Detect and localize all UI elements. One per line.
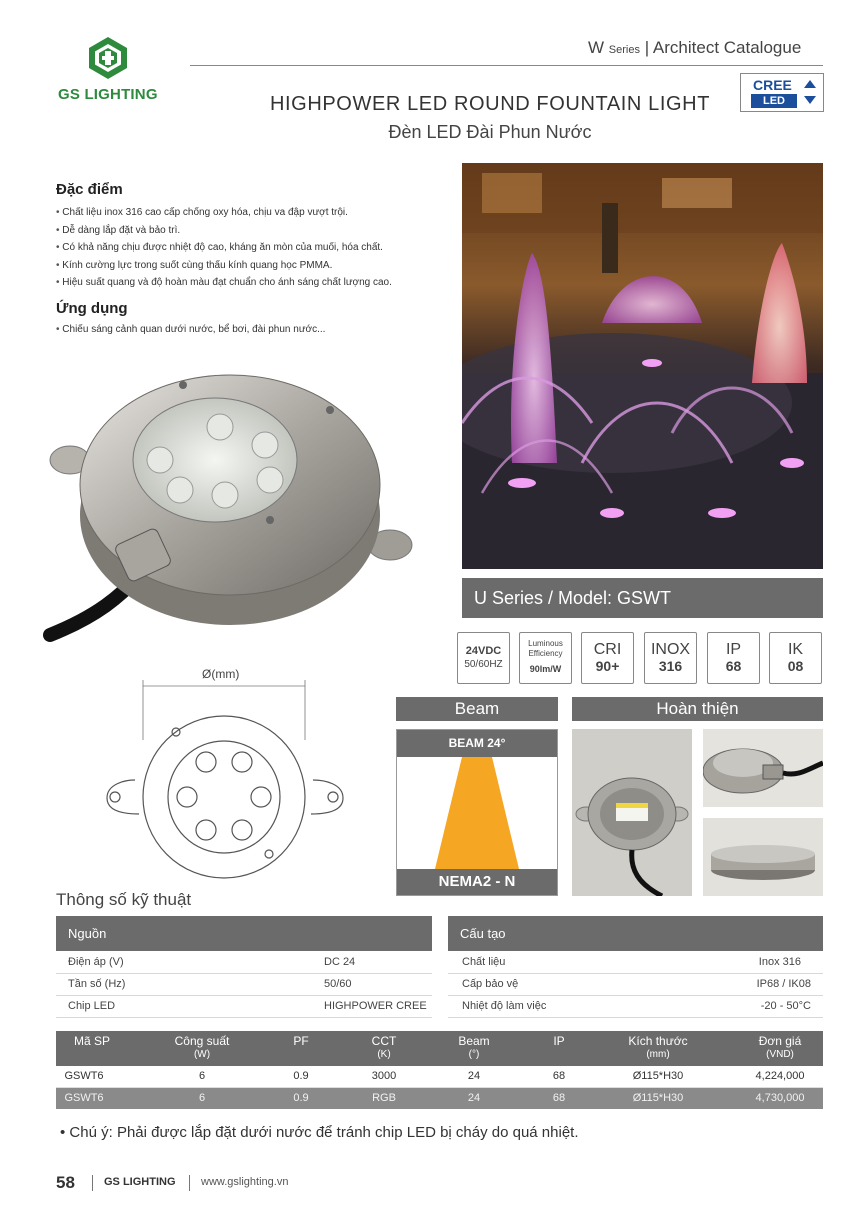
voltage-badge	[457, 632, 510, 684]
power-header: Nguồn	[56, 916, 432, 951]
series-separator: |	[644, 38, 650, 57]
ip-badge-label: IP	[725, 641, 742, 658]
table-row	[56, 1088, 823, 1109]
table-cell: 6	[198, 1070, 206, 1082]
series-letter: W	[588, 38, 605, 57]
efficiency-badge	[519, 632, 572, 684]
inox-badge-label: INOX	[650, 641, 691, 658]
spec-row	[56, 974, 432, 996]
finish-main-icon	[572, 729, 692, 896]
ik-badge-label: IK	[787, 641, 804, 658]
finish-photo-side	[703, 729, 823, 807]
table-cell: GSWT6	[64, 1070, 104, 1082]
cri-badge-label: CRI	[593, 641, 622, 658]
title-vietnamese: Đèn LED Đài Phun Nước	[388, 122, 592, 142]
cri-badge-value: 90+	[595, 658, 620, 674]
spec-row	[448, 996, 823, 1018]
table-cell: Ø115*H30	[632, 1070, 684, 1082]
catalogue-name: Architect Catalogue	[652, 38, 802, 57]
feature-item: • Chất liệu inox 316 cao cấp chống oxy hóa, chịu va đập vượt trội.	[56, 204, 446, 222]
finish-header: Hoàn thiện	[572, 697, 823, 721]
col-header: PF	[293, 1034, 309, 1048]
feature-item: • Hiệu suất quang và độ hoàn màu đạt chuẩn cho ánh sáng chất lượng cao.	[56, 274, 446, 292]
spec-row	[448, 952, 823, 974]
footer-url[interactable]: www.gslighting.vn	[201, 1176, 289, 1188]
finish-photo-profile	[703, 818, 823, 896]
fountain-photo	[462, 163, 823, 569]
table-cell: Ø115*H30	[632, 1092, 684, 1104]
gs-logo-icon	[86, 36, 130, 80]
spec-value: DC 24	[324, 956, 356, 968]
brand-name: GS LIGHTING	[58, 86, 158, 103]
spec-label: Nhiệt độ làm việc	[462, 1000, 547, 1012]
table-cell: RGB	[372, 1092, 396, 1104]
ik-badge	[769, 632, 822, 684]
col-header: CCT (K)	[371, 1034, 397, 1060]
voltage-badge-bottom: 50/60HZ	[464, 659, 503, 670]
col-header: Công suất (W)	[174, 1034, 230, 1060]
brand-logo	[86, 36, 130, 80]
note-bullet-icon: •	[60, 1124, 70, 1141]
spec-label: Tần số (Hz)	[68, 978, 126, 990]
spec-value: 50/60	[324, 978, 352, 990]
beam-nema-label: NEMA2 - N	[397, 869, 557, 895]
inox-badge	[644, 632, 697, 684]
dimension-label: Ø(mm)	[202, 667, 240, 681]
footer-divider	[189, 1175, 190, 1191]
table-cell: 6	[198, 1092, 206, 1104]
beam-cone-icon	[397, 757, 557, 869]
finish-profile-icon	[703, 818, 823, 896]
application-heading: Ứng dụng	[56, 300, 128, 317]
inox-badge-value: 316	[658, 658, 683, 674]
spec-label: Điện áp (V)	[68, 956, 124, 968]
beam-angle-label: BEAM 24°	[397, 730, 557, 757]
application-list	[56, 321, 446, 339]
cri-badge	[581, 632, 634, 684]
voltage-badge-top: 24VDC	[465, 645, 502, 657]
spec-label: Cấp bảo vệ	[462, 978, 519, 990]
spec-value: -20 - 50°C	[760, 1000, 811, 1012]
ip-badge	[707, 632, 760, 684]
ip-badge-value: 68	[725, 658, 742, 674]
spec-value: IP68 / IK08	[756, 978, 811, 990]
ik-badge-value: 08	[787, 658, 804, 674]
table-row	[56, 1066, 823, 1088]
spec-value: Inox 316	[758, 956, 801, 968]
technical-drawing	[95, 680, 355, 890]
col-header: IP	[553, 1034, 565, 1048]
table-cell: 4,730,000	[755, 1092, 805, 1104]
footer-brand: GS LIGHTING	[104, 1176, 176, 1188]
efficiency-line2: Efficiency	[528, 649, 563, 658]
table-cell: 0.9	[293, 1070, 309, 1082]
series-word: Series	[608, 44, 640, 56]
table-cell: 3000	[371, 1070, 397, 1082]
series-header	[588, 38, 801, 58]
title-english: HIGHPOWER LED ROUND FOUNTAIN LIGHT	[269, 93, 711, 115]
features-heading: Đặc điểm	[56, 181, 123, 198]
spec-value: HIGHPOWER CREE	[324, 1000, 427, 1012]
page-number: 58	[56, 1173, 75, 1192]
spec-row	[56, 996, 432, 1018]
table-cell: 0.9	[293, 1092, 309, 1104]
feature-item: • Dễ dàng lắp đặt và bảo trì.	[56, 222, 446, 240]
features-list	[56, 204, 446, 292]
col-header: Đơn giá (VND)	[758, 1034, 802, 1060]
application-item: • Chiếu sáng cảnh quan dưới nước, bể bơi, đài phun nước...	[56, 321, 446, 339]
efficiency-value: 90lm/W	[529, 664, 562, 674]
install-note	[60, 1124, 579, 1141]
fountain-scene-icon	[462, 163, 823, 569]
cree-badge-top: CREE	[753, 77, 792, 93]
col-header: Beam (°)	[458, 1034, 490, 1060]
table-cell: GSWT6	[64, 1092, 104, 1104]
beam-diagram	[396, 729, 558, 896]
table-cell: 4,224,000	[755, 1070, 805, 1082]
specs-heading: Thông số kỹ thuật	[56, 890, 192, 909]
cree-arrows-icon	[803, 78, 817, 106]
table-cell: 24	[467, 1092, 481, 1104]
model-bar: U Series / Model: GSWT	[462, 578, 823, 618]
col-header: Kích thước (mm)	[628, 1034, 688, 1060]
feature-item: • Có khả năng chịu được nhiệt độ cao, kháng ăn mòn của muối, hóa chất.	[56, 239, 446, 257]
header-rule	[190, 65, 823, 66]
product-photo	[40, 365, 420, 665]
finish-side-icon	[703, 729, 823, 807]
spec-label: Chất liệu	[462, 956, 506, 968]
table-cell: 68	[552, 1092, 566, 1104]
drawing-top-view-icon	[95, 680, 355, 890]
note-text: Chú ý: Phải được lắp đặt dưới nước để tránh chip LED bị cháy do quá nhiệt.	[69, 1124, 579, 1141]
feature-item: • Kính cường lực trong suốt cùng thấu kính quang học PMMA.	[56, 257, 446, 275]
footer-divider	[92, 1175, 93, 1191]
structure-header: Cấu tạo	[448, 916, 823, 951]
finish-photo-main	[572, 729, 692, 896]
spec-label: Chip LED	[68, 1000, 116, 1012]
table-cell: 24	[467, 1070, 481, 1082]
efficiency-line1: Luminous	[528, 639, 563, 648]
spec-row	[56, 952, 432, 974]
spec-row	[448, 974, 823, 996]
cree-badge-bottom: LED	[751, 94, 797, 108]
table-cell: 68	[552, 1070, 566, 1082]
table-header	[56, 1031, 823, 1067]
fountain-light-product-icon	[40, 365, 420, 665]
col-header: Mã SP	[73, 1034, 110, 1048]
beam-header: Beam	[396, 697, 558, 721]
